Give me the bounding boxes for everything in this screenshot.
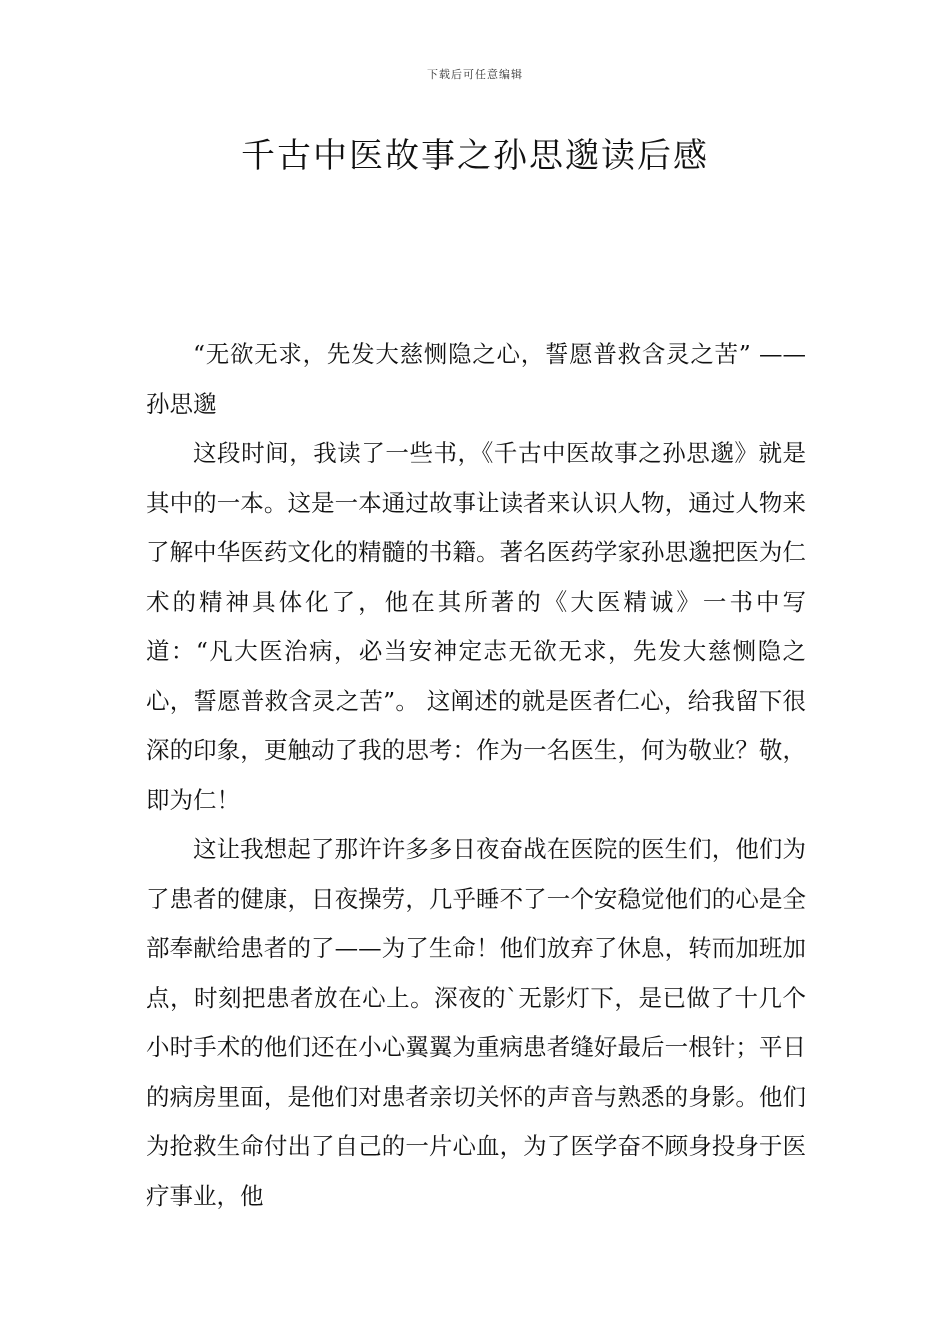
document-title: 千古中医故事之孙思邈读后感 <box>241 136 709 176</box>
paragraph-book-intro: 这段时间，我读了一些书，《千古中医故事之孙思邈》就是其中的一本。这是一本通过故事让读者来认识人物，通过人物来了解中华医药文化的精髓的书籍。著名医药学家孙思邈把医为仁术的精神具体化了，他在其所著的《大医精诚》一书中写道：“凡大医治病，必当安神定志无欲无求，先发大慈恻隐之心，誓愿普救含灵之苦”。 这阐述的就是医者仁心，给我留下很深的印象，更触动了我的思考：作为一名医生，何为敬业？敬，即为仁！ <box>146 439 806 814</box>
header-note: 下载后可任意编辑 <box>427 68 523 81</box>
paragraph-doctors: 这让我想起了那许许多多日夜奋战在医院的医生们，他们为了患者的健康，日夜操劳，几乎睡不了一个安稳觉他们的心是全部奉献给患者的了——为了生命！他们放弃了休息，转而加班加点，时刻把患者放在心上。深夜的`无影灯下，是已做了十几个小时手术的他们还在小心翼翼为重病患者缝好最后一根针；平日的病房里面，是他们对患者亲切关怀的声音与熟悉的身影。他们为抢救生命付出了自己的一片心血，为了医学奋不顾身投身于医疗事业，他 <box>146 835 806 1210</box>
document-body <box>146 330 806 1221</box>
paragraph-quote: “无欲无求，先发大慈恻隐之心，誓愿普救含灵之苦” ——孙思邈 <box>146 340 806 418</box>
